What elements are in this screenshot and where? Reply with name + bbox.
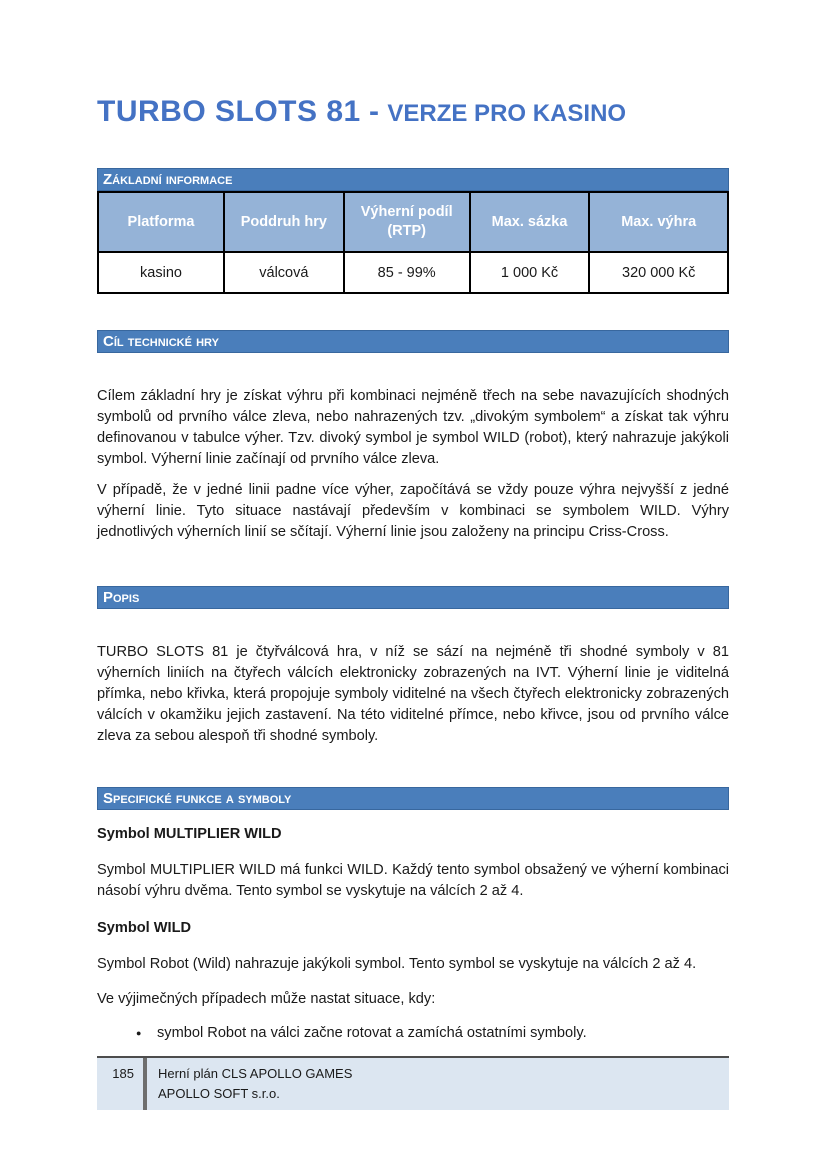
- table-cell-platforma: kasino: [98, 252, 224, 293]
- basic-info-section: [97, 168, 729, 294]
- table-header-row: [98, 192, 728, 252]
- table-header-platforma: Platforma: [98, 192, 224, 252]
- table-data-row: [98, 252, 728, 293]
- multiplier-wild-paragraph: Symbol MULTIPLIER WILD má funkci WILD. Každý tento symbol obsažený ve výherní kombinaci násobí výhru dvěma. Tento symbol se vyskytuje na válcích 2 až 4.: [97, 862, 729, 899]
- footer-line-1: Herní plán CLS APOLLO GAMES: [158, 1066, 353, 1081]
- section-header-features: Specifické funkce a symboly: [97, 787, 729, 810]
- exceptions-intro: Ve výjimečných případech může nastat situace, kdy:: [97, 991, 436, 1007]
- heading-symbol-multiplier-wild: Symbol MULTIPLIER WILD: [97, 826, 282, 842]
- footer-line-2: APOLLO SOFT s.r.o.: [158, 1086, 280, 1101]
- bullet-icon: ●: [136, 1028, 142, 1038]
- goal-paragraph-1: Cílem základní hry je získat výhru při kombinaci nejméně třech na sebe navazujících shodných symbolů od prvního válce zleva, nebo nahrazených tzv. „divokým symbolem“ a získat tak výhru definovanou v tabulce výher. Tzv. divoký symbol je symbol WILD (robot), který nahrazuje jakýkoli symbol. Výherní linie začínají od prvního válce zleva.: [97, 388, 729, 467]
- wild-paragraph: Symbol Robot (Wild) nahrazuje jakýkoli symbol. Tento symbol se vyskytuje na válcích 2 až 4.: [97, 956, 697, 972]
- section-header-goal: Cíl technické hry: [97, 330, 729, 353]
- page-title-main: TURBO SLOTS 81: [97, 95, 361, 128]
- table-cell-vyherni-podil: 85 - 99%: [344, 252, 470, 293]
- table-header-max-vyhra: Max. výhra: [589, 192, 728, 252]
- heading-symbol-wild: Symbol WILD: [97, 920, 192, 936]
- section-header-popis: Popis: [97, 586, 729, 609]
- page-title-separator: -: [360, 95, 388, 128]
- table-cell-poddruh-hry: válcová: [224, 252, 344, 293]
- bullet-item: [97, 1023, 729, 1044]
- popis-paragraph-1: TURBO SLOTS 81 je čtyřválcová hra, v níž se sází na nejméně tři shodné symboly v 81 výherních liniích na čtyřech válcích elektronicky zobrazených na IVT. Výherní linie je viditelná přímka, nebo křivka, která propojuje symboly viditelné na všech čtyřech elektronicky zobrazených válcích v okamžiku jejich zastavení. Na této viditelné přímce, nebo křivce, jsou od prvního válce zleva za sebou alespoň tři shodné symboly.: [97, 644, 729, 744]
- section-header-basic-info: Základní informace: [97, 168, 729, 191]
- table-cell-max-vyhra: 320 000 Kč: [589, 252, 728, 293]
- table-header-max-sazka: Max. sázka: [470, 192, 590, 252]
- page-content: [97, 0, 729, 1044]
- page-title-subtitle: VERZE PRO KASINO: [387, 100, 627, 127]
- goal-paragraph-2: V případě, že v jedné linii padne více výher, započítává se vždy pouze výhra nejvyšší z jedné výherní linie. Tyto situace nastávají především v kombinaci se symbolem WILD. Výhry jednotlivých výherních linií se sčítají. Výherní linie jsou založeny na principu Criss-Cross.: [97, 482, 729, 540]
- footer-text: [147, 1058, 352, 1110]
- table-header-vyherni-podil: Výherní podíl (RTP): [344, 192, 470, 252]
- table-header-poddruh-hry: Poddruh hry: [224, 192, 344, 252]
- bullet-item-text: symbol Robot na válci začne rotovat a zamíchá ostatními symboly.: [157, 1025, 587, 1041]
- page-footer: [97, 1056, 729, 1110]
- footer-page-number: 185: [112, 1066, 134, 1081]
- basic-info-table: [97, 191, 729, 294]
- table-cell-max-sazka: 1 000 Kč: [470, 252, 590, 293]
- page-title: [97, 88, 729, 136]
